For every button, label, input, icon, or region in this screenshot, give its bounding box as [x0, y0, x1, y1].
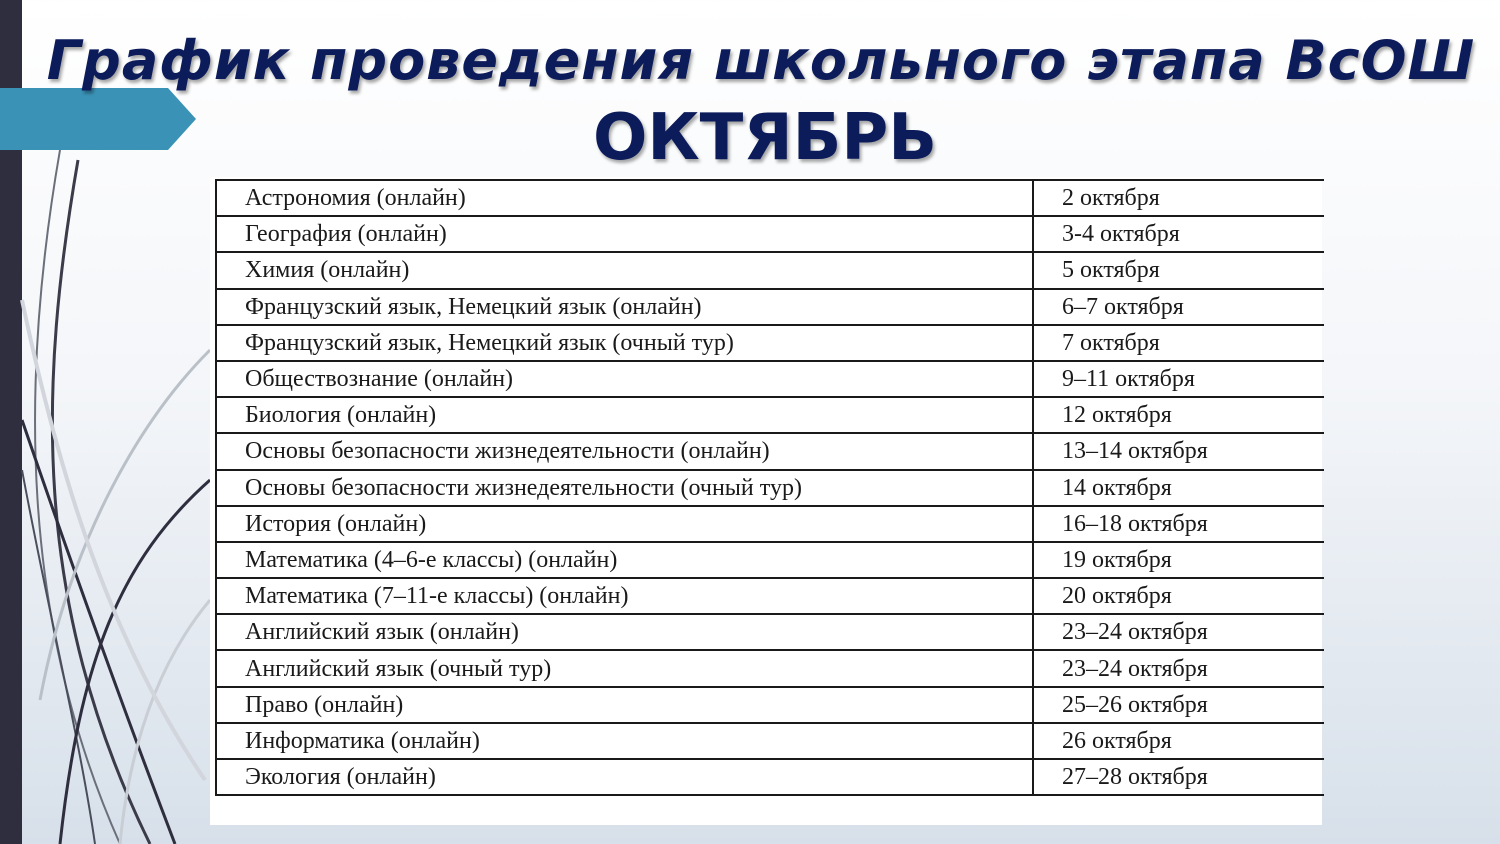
table-row [216, 433, 1324, 469]
date-cell: 26 октября [1033, 723, 1324, 759]
date-cell: 19 октября [1033, 542, 1324, 578]
subject-cell: Право (онлайн) [216, 687, 1033, 723]
schedule-table-container [210, 177, 1322, 825]
date-cell: 20 октября [1033, 578, 1324, 614]
date-cell: 5 октября [1033, 252, 1324, 288]
month-heading: ОКТЯБРЬ [592, 101, 938, 175]
subject-cell: География (онлайн) [216, 216, 1033, 252]
subject-cell: Информатика (онлайн) [216, 723, 1033, 759]
subject-cell: Французский язык, Немецкий язык (онлайн) [216, 289, 1033, 325]
table-row [216, 470, 1324, 506]
subject-cell: Математика (4–6-е классы) (онлайн) [216, 542, 1033, 578]
table-row [216, 614, 1324, 650]
table-row [216, 289, 1324, 325]
subject-cell: Обществознание (онлайн) [216, 361, 1033, 397]
date-cell: 27–28 октября [1033, 759, 1324, 795]
table-row [216, 216, 1324, 252]
subject-cell: Основы безопасности жизнедеятельности (очный тур) [216, 470, 1033, 506]
date-cell: 9–11 октября [1033, 361, 1324, 397]
subject-cell: Французский язык, Немецкий язык (очный тур) [216, 325, 1033, 361]
subject-cell: Математика (7–11-е классы) (онлайн) [216, 578, 1033, 614]
schedule-table-body [216, 180, 1324, 795]
table-row [216, 650, 1324, 686]
date-cell: 16–18 октября [1033, 506, 1324, 542]
date-cell: 23–24 октября [1033, 614, 1324, 650]
date-cell: 3-4 октября [1033, 216, 1324, 252]
date-cell: 14 октября [1033, 470, 1324, 506]
date-cell: 2 октября [1033, 180, 1324, 216]
table-row [216, 723, 1324, 759]
schedule-table [215, 179, 1324, 796]
date-cell: 6–7 октября [1033, 289, 1324, 325]
table-row [216, 506, 1324, 542]
table-row [216, 325, 1324, 361]
subject-cell: Биология (онлайн) [216, 397, 1033, 433]
date-cell: 12 октября [1033, 397, 1324, 433]
table-row [216, 252, 1324, 288]
subject-cell: Химия (онлайн) [216, 252, 1033, 288]
subject-cell: Астрономия (онлайн) [216, 180, 1033, 216]
date-cell: 7 октября [1033, 325, 1324, 361]
subject-cell: Основы безопасности жизнедеятельности (онлайн) [216, 433, 1033, 469]
table-row [216, 542, 1324, 578]
table-row [216, 397, 1324, 433]
subject-cell: Английский язык (онлайн) [216, 614, 1033, 650]
table-row [216, 361, 1324, 397]
subject-cell: Экология (онлайн) [216, 759, 1033, 795]
table-row [216, 759, 1324, 795]
table-row [216, 180, 1324, 216]
table-row [216, 687, 1324, 723]
subject-cell: История (онлайн) [216, 506, 1033, 542]
table-row [216, 578, 1324, 614]
date-cell: 13–14 октября [1033, 433, 1324, 469]
date-cell: 23–24 октября [1033, 650, 1324, 686]
page-title: График проведения школьного этапа ВсОШ [46, 29, 1476, 92]
date-cell: 25–26 октября [1033, 687, 1324, 723]
subject-cell: Английский язык (очный тур) [216, 650, 1033, 686]
